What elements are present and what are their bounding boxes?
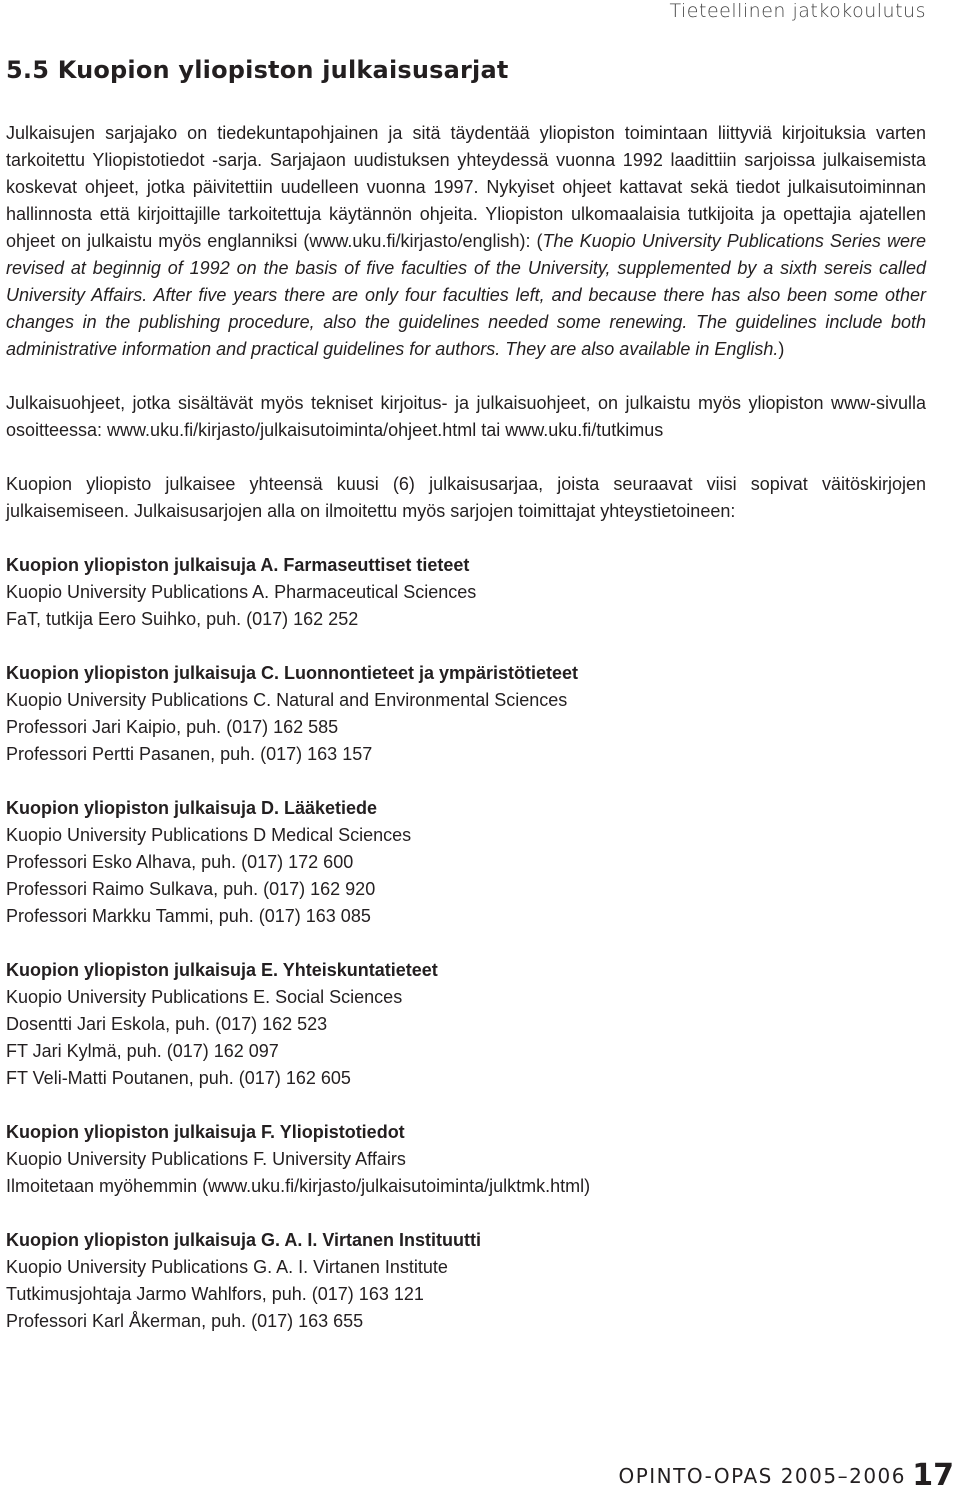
- series-title: Kuopion yliopiston julkaisuja D. Lääketiede: [6, 798, 378, 818]
- series-title: Kuopion yliopiston julkaisuja E. Yhteiskuntatieteet: [6, 960, 438, 980]
- intro-closing: ): [778, 339, 785, 359]
- series-contact: Tutkimusjohtaja Jarmo Wahlfors, puh. (017) 163 121: [6, 1284, 424, 1304]
- section-title-text: Kuopion yliopiston julkaisusarjat: [57, 56, 509, 84]
- page-number: 17: [912, 1458, 954, 1493]
- series-block: [6, 1119, 926, 1200]
- series-contact: Professori Karl Åkerman, puh. (017) 163 655: [6, 1311, 364, 1331]
- series-block: [6, 795, 926, 930]
- series-title: Kuopion yliopiston julkaisuja C. Luonnontieteet ja ympäristötieteet: [6, 663, 579, 683]
- intro-paragraph: [6, 120, 926, 363]
- series-contact: Professori Raimo Sulkava, puh. (017) 162 920: [6, 879, 376, 899]
- section-number: 5.5: [6, 56, 50, 84]
- document-body: [6, 120, 926, 1335]
- intro-english-text: The Kuopio University Publications Series were revised at beginnig of 1992 on the basis of five faculties of the University, supplemented by a sixth sereis called University Affairs. After five years there are only four faculties left, and because there has also been some other changes in the publishing procedure, also the guidelines needed some renewing. The guidelines include both administrative information and practical guidelines for authors. They are also available in English.: [6, 231, 926, 359]
- series-block: [6, 552, 926, 633]
- series-title: Kuopion yliopiston julkaisuja F. Yliopistotiedot: [6, 1122, 405, 1142]
- series-contact: Professori Markku Tammi, puh. (017) 163 085: [6, 906, 371, 926]
- series-block: [6, 957, 926, 1092]
- series-english-name: Kuopio University Publications A. Pharmaceutical Sciences: [6, 582, 477, 602]
- section-title: [6, 56, 509, 84]
- footer-label: OPINTO-OPAS 2005–2006: [618, 1464, 906, 1488]
- series-english-name: Kuopio University Publications D Medical Sciences: [6, 825, 412, 845]
- series-contact: Ilmoitetaan myöhemmin (www.uku.fi/kirjasto/julkaisutoiminta/julktmk.html): [6, 1176, 591, 1196]
- series-english-name: Kuopio University Publications E. Social Sciences: [6, 987, 403, 1007]
- running-head: Tieteellinen jatkokoulutus: [669, 0, 926, 22]
- series-english-name: Kuopio University Publications F. University Affairs: [6, 1149, 406, 1169]
- series-english-name: Kuopio University Publications C. Natural and Environmental Sciences: [6, 690, 568, 710]
- series-english-name: Kuopio University Publications G. A. I. Virtanen Institute: [6, 1257, 448, 1277]
- guidelines-paragraph: Julkaisuohjeet, jotka sisältävät myös tekniset kirjoitus- ja julkaisuohjeet, on julkaistu myös yliopiston www-sivulla osoitteessa: www.uku.fi/kirjasto/julkaisutoiminta/ohjeet.html tai www.uku.fi/tutkimus: [6, 393, 926, 440]
- intro-text: Julkaisujen sarjajako on tiedekuntapohjainen ja sitä täydentää yliopiston toimintaan liittyviä kirjoituksia varten tarkoitettu Yliopistotiedot -sarja. Sarjajaon uudistuksen yhteydessä vuonna 1992 laadittiin sarjoissa julkaisemista koskevat ohjeet, jotka päivitettiin uudelleen vuonna 1997. Nykyiset ohjeet kattavat sekä tiedot julkaisutoiminnan hallinnosta että kirjoittajille tarkoitettuja käytännön ohjeita. Yliopiston ulkomaalaisia tutkijoita ja opettajia ajatellen ohjeet on julkaistu myös englanniksi (www.uku.fi/kirjasto/english): (: [6, 123, 926, 251]
- series-contact: FT Veli-Matti Poutanen, puh. (017) 162 605: [6, 1068, 351, 1088]
- series-intro-paragraph: Kuopion yliopisto julkaisee yhteensä kuusi (6) julkaisusarjaa, joista seuraavat viisi sopivat väitöskirjojen julkaisemiseen. Julkaisusarjojen alla on ilmoitettu myös sarjojen toimittajat yhteystietoineen:: [6, 474, 926, 521]
- series-contact: Professori Pertti Pasanen, puh. (017) 163 157: [6, 744, 373, 764]
- series-block: [6, 1227, 926, 1335]
- series-title: Kuopion yliopiston julkaisuja G. A. I. Virtanen Instituutti: [6, 1230, 482, 1250]
- series-contact: FaT, tutkija Eero Suihko, puh. (017) 162 252: [6, 609, 359, 629]
- series-contact: Professori Jari Kaipio, puh. (017) 162 585: [6, 717, 339, 737]
- series-block: [6, 660, 926, 768]
- series-contact: Dosentti Jari Eskola, puh. (017) 162 523: [6, 1014, 328, 1034]
- series-contact: Professori Esko Alhava, puh. (017) 172 600: [6, 852, 354, 872]
- series-title: Kuopion yliopiston julkaisuja A. Farmaseuttiset tieteet: [6, 555, 470, 575]
- series-contact: FT Jari Kylmä, puh. (017) 162 097: [6, 1041, 279, 1061]
